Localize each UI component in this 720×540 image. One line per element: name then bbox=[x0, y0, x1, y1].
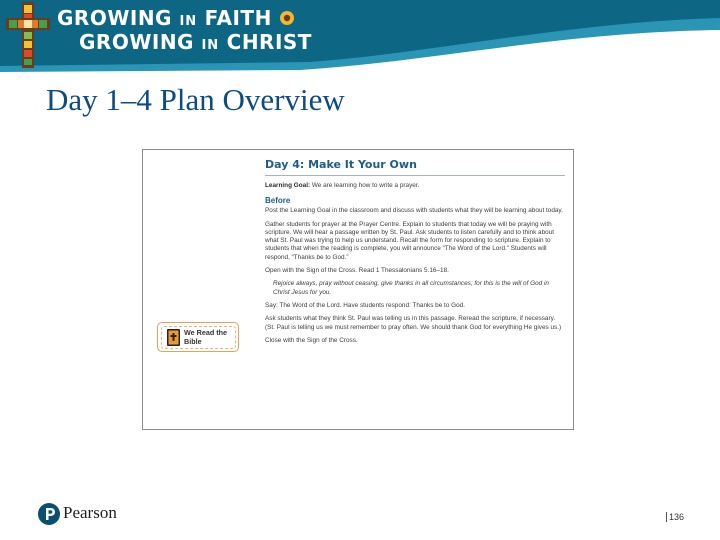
learning-goal bbox=[265, 182, 565, 190]
pearson-logo-icon bbox=[38, 503, 60, 525]
slide-title: Day 1–4 Plan Overview bbox=[46, 82, 345, 117]
scripture-quote: Rejoice always, pray without ceasing, give thanks in all circumstances; for this is the will of God in Christ Jesus for you. bbox=[273, 280, 549, 296]
callout-label: We Read the Bible bbox=[184, 328, 228, 346]
learning-goal-label: Learning Goal: bbox=[265, 182, 311, 189]
paragraph-open-reading: Open with the Sign of the Cross. Read 1 Thessalonians 5.16–18. bbox=[265, 267, 449, 275]
pearson-wordmark: Pearson bbox=[63, 503, 117, 522]
paragraph-response: Say: The Word of the Lord. Have students respond: Thanks be to God. bbox=[265, 301, 466, 309]
brand-line-faith bbox=[57, 6, 272, 30]
mosaic-cross-logo bbox=[6, 2, 50, 68]
brand-word-christ: CHRIST bbox=[226, 30, 312, 54]
brand-word-in: IN bbox=[179, 14, 198, 29]
page-number: 136 bbox=[666, 512, 684, 522]
paragraph-learning-goal: Post the Learning Goal in the classroom and discuss with students what they will be learning about today. bbox=[265, 207, 563, 215]
before-heading: Before bbox=[265, 196, 291, 206]
sunflower-icon bbox=[279, 10, 295, 26]
lesson-plan-document bbox=[142, 149, 574, 430]
brand-line-christ bbox=[79, 30, 312, 54]
learning-goal-text: We are learning how to write a prayer. bbox=[310, 182, 420, 189]
brand-word-faith: FAITH bbox=[204, 6, 272, 30]
paragraph-discussion: Ask students what they think St. Paul was telling us in this passage. Reread the scripture, if necessary. (St. Paul is telling us we must remember to pray often. We should thank God for everything He gives us.) bbox=[265, 315, 562, 331]
brand-word-growing-2: GROWING bbox=[79, 30, 194, 54]
brand-word-in-2: IN bbox=[201, 38, 220, 53]
brand-word-growing: GROWING bbox=[57, 6, 172, 30]
paragraph-prayer-centre: Gather students for prayer at the Prayer Centre. Explain to students that today we will be praying with scripture. We will hear a passage written by St. Paul. Ask students to listen carefully and to think about what St. Paul was trying to help us understand. Recall the form for responding to scripture. Explain to students that when the reading is complete, you will announce “The Word of the Lord.” Students will respond, “Thanks be to God.” bbox=[265, 220, 555, 261]
bible-icon bbox=[167, 329, 180, 346]
we-read-the-bible-callout bbox=[157, 322, 239, 352]
document-title: Day 4: Make It Your Own bbox=[265, 158, 417, 171]
document-body bbox=[265, 158, 565, 350]
title-divider bbox=[265, 175, 565, 176]
callout-inner-border bbox=[161, 326, 236, 349]
paragraph-close: Close with the Sign of the Cross. bbox=[265, 336, 358, 344]
